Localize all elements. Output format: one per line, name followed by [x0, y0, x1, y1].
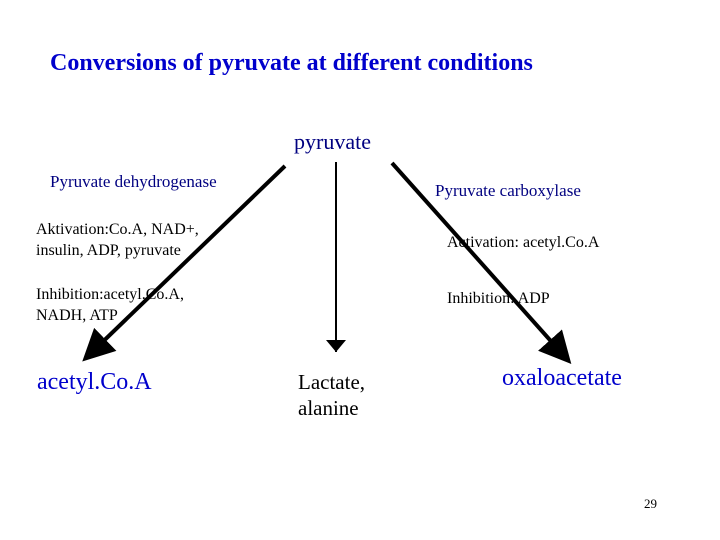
left-activation-line-1: Aktivation:Co.A, NAD+, [36, 221, 199, 238]
left-arrow [88, 166, 285, 356]
slide-title: Conversions of pyruvate at different conditions [50, 50, 533, 76]
pyruvate-label: pyruvate [294, 129, 371, 154]
left-inhibition [36, 284, 184, 326]
lactate-alanine-product [298, 369, 365, 421]
middle-product-line-2: alanine [298, 396, 359, 420]
middle-product-line-1: Lactate, [298, 370, 366, 394]
page-number: 29 [644, 496, 657, 511]
right-activation: Activation: acetyl.Co.A [447, 234, 600, 251]
left-activation-line-2: insulin, ADP, pyruvate [36, 242, 181, 259]
acetyl-coa-product: acetyl.Co.A [37, 369, 152, 395]
left-activation [36, 219, 199, 261]
pyruvate-carboxylase-label: Pyruvate carboxylase [435, 181, 581, 200]
right-inhibition: Inhibition: ADP [447, 290, 550, 307]
pyruvate-dehydrogenase-label: Pyruvate dehydrogenase [50, 172, 217, 191]
oxaloacetate-product: oxaloacetate [502, 365, 622, 391]
left-inhibition-line-2: NADH, ATP [36, 307, 118, 324]
left-inhibition-line-1: Inhibition:acetyl.Co.A, [36, 286, 184, 303]
